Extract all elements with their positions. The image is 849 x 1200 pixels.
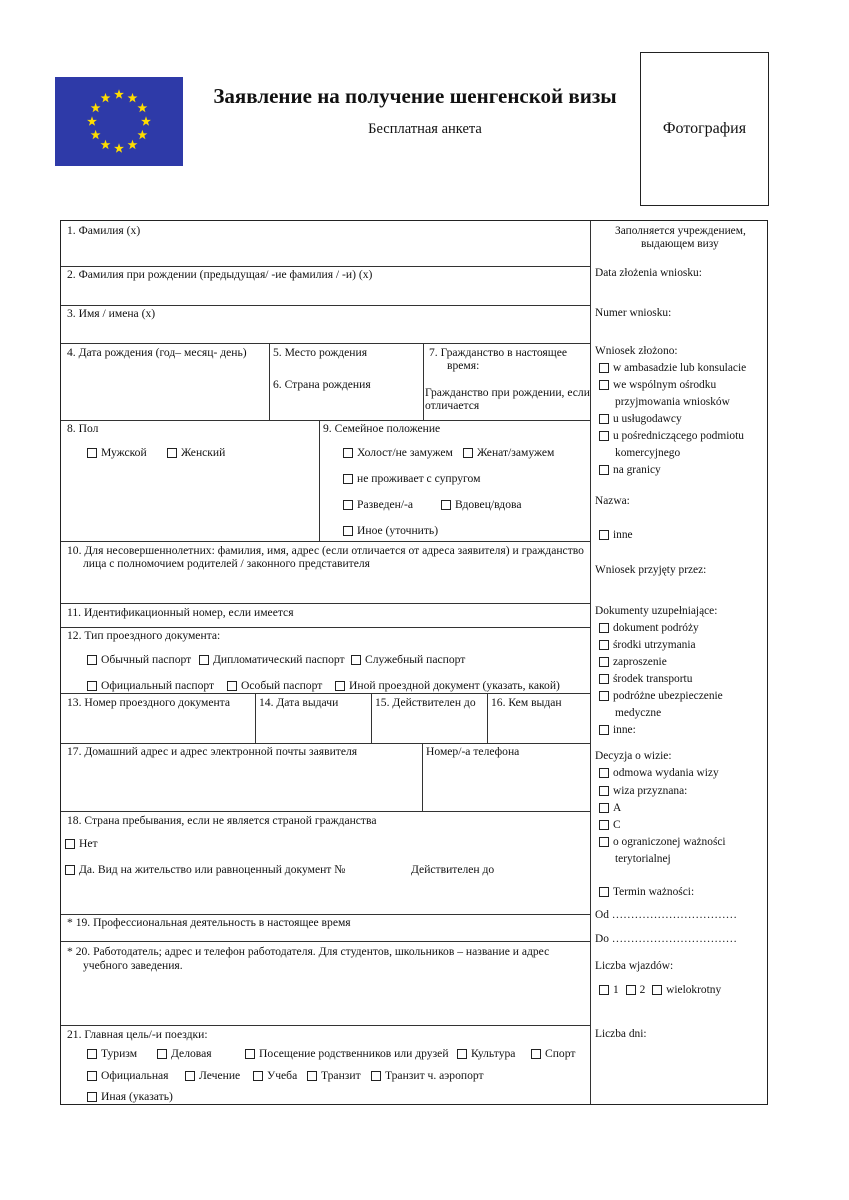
rule bbox=[371, 693, 372, 743]
label-doc-means: środki utrzymania bbox=[613, 639, 696, 651]
checkbox-icon bbox=[245, 1049, 255, 1059]
rule bbox=[319, 420, 320, 541]
checkbox-icon bbox=[599, 363, 609, 373]
checkbox-icon bbox=[599, 803, 609, 813]
rule bbox=[61, 305, 590, 306]
field-9-civil-status: 9. Семейное положение bbox=[323, 422, 441, 435]
label-doc-insurance-cont: medyczne bbox=[615, 707, 662, 719]
photo-label: Фотография bbox=[662, 120, 747, 137]
label-entries-1: 1 bbox=[613, 984, 619, 996]
checkbox-icon bbox=[157, 1049, 167, 1059]
label-tourism: Туризм bbox=[101, 1047, 138, 1060]
label-doc-insurance: podróżne ubezpieczenie bbox=[613, 690, 723, 702]
checkbox-icon bbox=[253, 1071, 263, 1081]
rule bbox=[61, 914, 590, 915]
eu-flag bbox=[55, 77, 183, 166]
office-valid-from[interactable]: Od …………………………… bbox=[595, 909, 738, 921]
checkbox-civil-other[interactable] bbox=[343, 524, 438, 538]
field-20-employer-cont: учебного заведения. bbox=[83, 959, 183, 972]
office-valid-to[interactable]: Do …………………………… bbox=[595, 933, 738, 945]
label-embassy: w ambasadzie lub konsulacie bbox=[613, 362, 747, 374]
field-17-phone[interactable]: Номер/-а телефона bbox=[426, 745, 520, 758]
checkbox-icon bbox=[652, 985, 662, 995]
checkbox-medical[interactable] bbox=[185, 1069, 240, 1083]
label-culture: Культура bbox=[471, 1047, 516, 1060]
checkbox-separated[interactable] bbox=[343, 472, 480, 486]
checkbox-icon bbox=[599, 837, 609, 847]
checkbox-service-passport[interactable] bbox=[351, 653, 465, 667]
checkbox-icon bbox=[599, 786, 609, 796]
checkbox-icon bbox=[335, 681, 345, 691]
label-diplomatic-passport: Дипломатический паспорт bbox=[213, 653, 345, 666]
label-purpose-other: Иная (указать) bbox=[101, 1090, 173, 1103]
checkbox-special-passport[interactable] bbox=[227, 679, 322, 693]
checkbox-tourism[interactable] bbox=[87, 1047, 137, 1061]
photo-box[interactable] bbox=[640, 52, 769, 206]
field-14-issue-date[interactable]: 14. Дата выдачи bbox=[259, 696, 339, 709]
checkbox-doc-insurance[interactable] bbox=[599, 689, 723, 703]
checkbox-icon bbox=[307, 1071, 317, 1081]
checkbox-icon bbox=[599, 985, 609, 995]
checkbox-doc-other[interactable] bbox=[599, 723, 636, 737]
office-entries-label: Liczba wjazdów: bbox=[595, 960, 674, 972]
label-visiting-family: Посещение родственников или друзей bbox=[259, 1047, 449, 1060]
checkbox-doc-transport[interactable] bbox=[599, 672, 692, 686]
checkbox-widowed[interactable] bbox=[441, 498, 521, 512]
checkbox-commercial-intermediary[interactable] bbox=[599, 429, 744, 443]
checkbox-icon bbox=[626, 985, 636, 995]
rule bbox=[61, 266, 590, 267]
rule bbox=[61, 743, 590, 744]
checkbox-icon bbox=[599, 887, 609, 897]
field-1-surname[interactable]: 1. Фамилия (x) bbox=[67, 224, 141, 237]
rule bbox=[423, 343, 424, 420]
label-business: Деловая bbox=[171, 1047, 212, 1060]
label-validity: Termin ważności: bbox=[613, 886, 695, 898]
page-title: Заявление на получение шенгенской визы bbox=[213, 84, 617, 108]
office-days-label: Liczba dni: bbox=[595, 1028, 647, 1040]
checkbox-airport-transit[interactable] bbox=[371, 1069, 484, 1083]
checkbox-ordinary-passport[interactable] bbox=[87, 653, 191, 667]
checkbox-diplomatic-passport[interactable] bbox=[199, 653, 345, 667]
label-widowed: Вдовец/вдова bbox=[455, 498, 522, 511]
label-common-centre: we wspólnym ośrodku bbox=[613, 379, 717, 391]
rule bbox=[61, 603, 590, 604]
label-divorced: Разведен/-а bbox=[357, 498, 414, 511]
checkbox-divorced[interactable] bbox=[343, 498, 413, 512]
checkbox-icon bbox=[351, 655, 361, 665]
checkbox-icon bbox=[167, 448, 177, 458]
rule bbox=[61, 627, 590, 628]
checkbox-purpose-other[interactable] bbox=[87, 1090, 173, 1104]
checkbox-doc-travel[interactable] bbox=[599, 621, 699, 635]
checkbox-icon bbox=[599, 820, 609, 830]
label-residence-no: Нет bbox=[79, 837, 98, 850]
label-airport-transit: Транзит ч. аэропорт bbox=[385, 1069, 484, 1082]
label-married: Женат/замужем bbox=[477, 446, 555, 459]
field-17-home-address[interactable]: 17. Домашний адрес и адрес электронной почты заявителя bbox=[67, 745, 358, 758]
field-15-valid-until[interactable]: 15. Действителен до bbox=[375, 696, 476, 709]
checkbox-male[interactable] bbox=[87, 446, 147, 460]
label-male: Мужской bbox=[101, 446, 147, 459]
checkbox-icon bbox=[227, 681, 237, 691]
field-21-purpose: 21. Главная цель/-и поездки: bbox=[67, 1028, 208, 1041]
label-visa-ltv: o ograniczonej ważności bbox=[613, 836, 726, 848]
checkbox-icon bbox=[599, 380, 609, 390]
rule bbox=[269, 343, 270, 420]
rule bbox=[61, 811, 590, 812]
checkbox-single[interactable] bbox=[343, 446, 453, 460]
field-8-sex: 8. Пол bbox=[67, 422, 99, 435]
checkbox-transit[interactable] bbox=[307, 1069, 361, 1083]
field-16-issued-by[interactable]: 16. Кем выдан bbox=[491, 696, 562, 709]
label-common-centre-cont: przyjmowania wniosków bbox=[615, 396, 730, 408]
checkbox-icon bbox=[343, 526, 353, 536]
checkbox-icon bbox=[87, 1071, 97, 1081]
label-civil-other: Иное (уточнить) bbox=[357, 524, 439, 537]
field-5-place-of-birth[interactable]: 5. Место рождения bbox=[273, 346, 368, 359]
field-12-travel-doc-type: 12. Тип проездного документа: bbox=[67, 629, 221, 642]
page-subtitle: Бесплатная анкета bbox=[368, 121, 482, 137]
checkbox-icon bbox=[531, 1049, 541, 1059]
label-transit: Транзит bbox=[321, 1069, 361, 1082]
checkbox-validity[interactable] bbox=[599, 885, 694, 899]
field-11-national-id[interactable]: 11. Идентификационный номер, если имеется bbox=[67, 606, 294, 619]
label-service-passport: Служебный паспорт bbox=[365, 653, 466, 666]
label-commercial-intermediary-cont: komercyjnego bbox=[615, 447, 681, 459]
checkbox-icon bbox=[343, 448, 353, 458]
label-medical: Лечение bbox=[199, 1069, 241, 1082]
field-6-country-of-birth[interactable]: 6. Страна рождения bbox=[273, 378, 371, 391]
checkbox-icon bbox=[599, 674, 609, 684]
rule bbox=[422, 743, 423, 811]
checkbox-other-travel-doc[interactable] bbox=[335, 679, 560, 693]
checkbox-icon bbox=[599, 640, 609, 650]
checkbox-female[interactable] bbox=[167, 446, 225, 460]
checkbox-business[interactable] bbox=[157, 1047, 212, 1061]
field-7-birth-nationality[interactable]: Гражданство при рождении, если bbox=[425, 386, 590, 399]
checkbox-icon bbox=[65, 839, 75, 849]
checkbox-icon bbox=[87, 1049, 97, 1059]
checkbox-icon bbox=[599, 691, 609, 701]
checkbox-icon bbox=[441, 500, 451, 510]
checkbox-submitted-other[interactable] bbox=[599, 528, 633, 542]
office-heading-cont: выдающем визу bbox=[641, 238, 719, 250]
checkbox-visa-ltv[interactable] bbox=[599, 835, 726, 849]
rule bbox=[61, 541, 590, 542]
form-frame bbox=[60, 220, 768, 1105]
field-3-first-names[interactable]: 3. Имя / имена (x) bbox=[67, 307, 156, 320]
field-10-guardian-cont: лица с полномочием родителей / законного представителя bbox=[83, 557, 371, 570]
label-service-provider: u usługodawcy bbox=[613, 413, 682, 425]
field-18-residence: 18. Страна пребывания, если не является страной гражданства bbox=[67, 814, 377, 827]
checkbox-icon bbox=[185, 1071, 195, 1081]
label-separated: не проживает с супругом bbox=[357, 472, 481, 485]
rule bbox=[61, 343, 590, 344]
label-border: na granicy bbox=[613, 464, 661, 476]
field-7-nationality[interactable]: 7. Гражданство в настоящее bbox=[429, 346, 567, 359]
checkbox-visa-issued[interactable] bbox=[599, 784, 687, 798]
label-visa-c: C bbox=[613, 819, 621, 831]
checkbox-icon bbox=[343, 474, 353, 484]
checkbox-visa-refused[interactable] bbox=[599, 766, 719, 780]
checkbox-sport[interactable] bbox=[531, 1047, 575, 1061]
office-accepted-by-label: Wniosek przyjęty przez: bbox=[595, 564, 707, 576]
eu-flag-stars bbox=[55, 77, 183, 166]
rule bbox=[487, 693, 488, 743]
field-10-guardian[interactable]: 10. Для несовершеннолетних: фамилия, имя, адрес (если отличается от адреса заявителя) и гражданство bbox=[67, 544, 584, 557]
label-official-passport: Официальный паспорт bbox=[101, 679, 215, 692]
office-column-divider bbox=[590, 221, 591, 1104]
field-4-date-of-birth[interactable]: 4. Дата рождения (год– месяц- день) bbox=[67, 346, 247, 359]
label-doc-other: inne: bbox=[613, 724, 636, 736]
checkbox-common-centre[interactable] bbox=[599, 378, 716, 392]
label-doc-travel: dokument podróży bbox=[613, 622, 699, 634]
field-18-valid-until[interactable]: Действителен до bbox=[411, 863, 495, 876]
office-documents-label: Dokumenty uzupełniające: bbox=[595, 605, 718, 617]
label-study: Учеба bbox=[267, 1069, 298, 1082]
rule bbox=[255, 693, 256, 743]
label-doc-invitation: zaproszenie bbox=[613, 656, 667, 668]
rule bbox=[61, 420, 590, 421]
checkbox-icon bbox=[65, 865, 75, 875]
label-entries-2: 2 bbox=[639, 984, 646, 996]
checkbox-married[interactable] bbox=[463, 446, 554, 460]
checkbox-service-provider[interactable] bbox=[599, 412, 682, 426]
checkbox-icon bbox=[371, 1071, 381, 1081]
rule bbox=[61, 1025, 590, 1026]
checkbox-icon bbox=[599, 530, 609, 540]
rule bbox=[61, 941, 590, 942]
checkbox-visa-a[interactable] bbox=[599, 801, 621, 815]
checkbox-entries-1[interactable] bbox=[599, 983, 619, 997]
label-special-passport: Особый паспорт bbox=[241, 679, 323, 692]
label-doc-transport: środek transportu bbox=[613, 673, 693, 685]
label-sport: Спорт bbox=[545, 1047, 576, 1060]
office-submitted-label: Wniosek złożono: bbox=[595, 345, 678, 357]
checkbox-culture[interactable] bbox=[457, 1047, 515, 1061]
checkbox-icon bbox=[87, 1092, 97, 1102]
office-date-label: Data złożenia wniosku: bbox=[595, 267, 702, 279]
checkbox-icon bbox=[599, 725, 609, 735]
checkbox-border[interactable] bbox=[599, 463, 661, 477]
field-13-doc-number[interactable]: 13. Номер проездного документа bbox=[67, 696, 231, 709]
checkbox-icon bbox=[599, 414, 609, 424]
checkbox-icon bbox=[599, 431, 609, 441]
label-visa-a: A bbox=[613, 802, 622, 814]
checkbox-doc-invitation[interactable] bbox=[599, 655, 667, 669]
label-visa-ltv-cont: terytorialnej bbox=[615, 853, 671, 865]
checkbox-embassy[interactable] bbox=[599, 361, 746, 375]
checkbox-icon bbox=[457, 1049, 467, 1059]
office-decision-label: Decyzja o wizie: bbox=[595, 750, 672, 762]
checkbox-icon bbox=[599, 657, 609, 667]
checkbox-icon bbox=[599, 623, 609, 633]
checkbox-official-visit[interactable] bbox=[87, 1069, 169, 1083]
office-number-label: Numer wniosku: bbox=[595, 307, 672, 319]
field-7-birth-nationality-cont: отличается bbox=[425, 399, 480, 412]
checkbox-icon bbox=[343, 500, 353, 510]
checkbox-icon bbox=[463, 448, 473, 458]
field-7-nationality-cont: время: bbox=[447, 359, 480, 372]
checkbox-icon bbox=[199, 655, 209, 665]
label-visa-issued: wiza przyznana: bbox=[613, 785, 688, 797]
checkbox-icon bbox=[87, 655, 97, 665]
checkbox-entries-2[interactable] bbox=[626, 983, 646, 997]
checkbox-visa-c[interactable] bbox=[599, 818, 621, 832]
label-female: Женский bbox=[181, 446, 226, 459]
checkbox-entries-multiple[interactable] bbox=[652, 983, 721, 997]
checkbox-visiting-family[interactable] bbox=[245, 1047, 449, 1061]
label-submitted-other: inne bbox=[613, 529, 633, 541]
office-heading: Заполняется учреждением, bbox=[615, 225, 746, 237]
label-residence-yes: Да. Вид на жительство или равноценный документ № bbox=[79, 863, 346, 876]
label-entries-multiple: wielokrotny bbox=[666, 984, 722, 996]
checkbox-study[interactable] bbox=[253, 1069, 297, 1083]
label-other-travel-doc: Иной проездной документ (указать, какой) bbox=[349, 679, 560, 692]
checkbox-official-passport[interactable] bbox=[87, 679, 214, 693]
field-2-birth-surname[interactable]: 2. Фамилия при рождении (предыдущая/ -ие фамилия / -и) (x) bbox=[67, 268, 373, 281]
checkbox-residence-no[interactable] bbox=[65, 837, 98, 851]
office-name-label: Nazwa: bbox=[595, 495, 630, 507]
label-visa-refused: odmowa wydania wizy bbox=[613, 767, 719, 779]
checkbox-icon bbox=[87, 448, 97, 458]
label-official-visit: Официальная bbox=[101, 1069, 169, 1082]
checkbox-icon bbox=[599, 465, 609, 475]
checkbox-icon bbox=[599, 768, 609, 778]
field-19-occupation[interactable]: * 19. Профессиональная деятельность в настоящее время bbox=[67, 916, 351, 929]
checkbox-doc-means[interactable] bbox=[599, 638, 696, 652]
label-single: Холост/не замужем bbox=[357, 446, 453, 459]
label-commercial-intermediary: u pośredniczącego podmiotu bbox=[613, 430, 744, 442]
field-20-employer[interactable]: * 20. Работодатель; адрес и телефон работодателя. Для студентов, школьников – название и адрес bbox=[67, 945, 550, 958]
checkbox-icon bbox=[87, 681, 97, 691]
checkbox-residence-yes[interactable] bbox=[65, 863, 345, 877]
label-ordinary-passport: Обычный паспорт bbox=[101, 653, 192, 666]
